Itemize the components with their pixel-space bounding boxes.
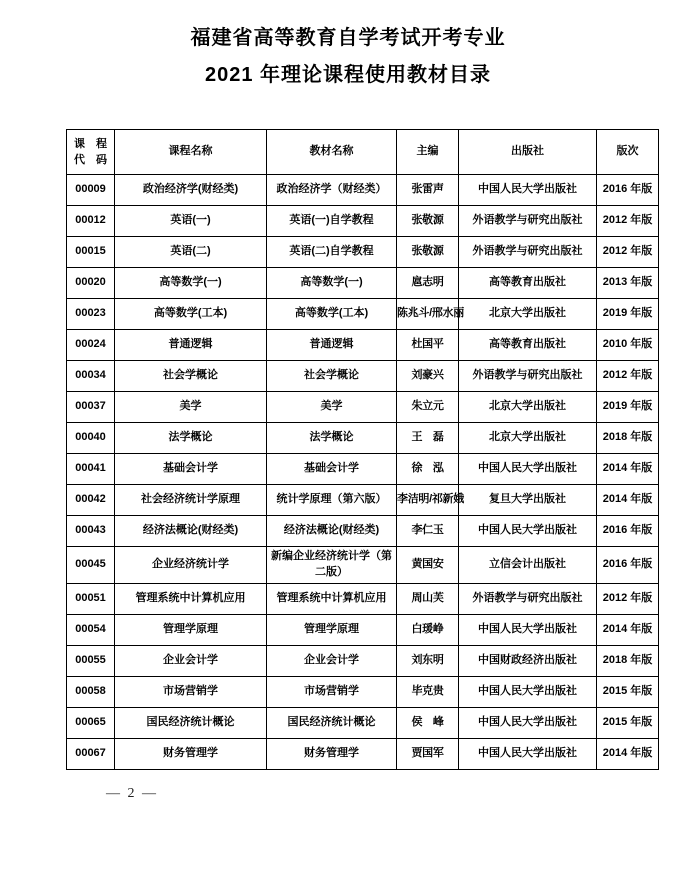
cell-editor: 毕克贵: [397, 676, 459, 707]
header-course-name: 课程名称: [115, 130, 267, 175]
cell-textbook: 财务管理学: [267, 738, 397, 769]
cell-edition: 2013 年版: [597, 268, 659, 299]
cell-edition: 2012 年版: [597, 361, 659, 392]
cell-edition: 2012 年版: [597, 206, 659, 237]
cell-course: 企业经济统计学: [115, 547, 267, 584]
cell-editor: 李仁玉: [397, 516, 459, 547]
cell-edition: 2014 年版: [597, 614, 659, 645]
cell-publisher: 中国人民大学出版社: [459, 454, 597, 485]
header-chief-editor: 主编: [397, 130, 459, 175]
cell-editor: 张敬源: [397, 237, 459, 268]
cell-editor: 黄国安: [397, 547, 459, 584]
table-row: [67, 237, 659, 268]
cell-course: 管理学原理: [115, 614, 267, 645]
cell-code: 00012: [67, 206, 115, 237]
cell-textbook: 高等数学(一): [267, 268, 397, 299]
cell-editor: 刘东明: [397, 645, 459, 676]
table-row: [67, 175, 659, 206]
cell-textbook: 社会学概论: [267, 361, 397, 392]
cell-textbook: 法学概论: [267, 423, 397, 454]
cell-textbook: 英语(二)自学教程: [267, 237, 397, 268]
cell-editor: 贾国军: [397, 738, 459, 769]
cell-publisher: 高等教育出版社: [459, 268, 597, 299]
cell-course: 美学: [115, 392, 267, 423]
cell-code: 00054: [67, 614, 115, 645]
table-row: [67, 454, 659, 485]
header-course-code-line2: 代 码: [74, 154, 107, 166]
cell-code: 00024: [67, 330, 115, 361]
cell-edition: 2012 年版: [597, 583, 659, 614]
cell-textbook: 新编企业经济统计学（第二版）: [267, 547, 397, 584]
cell-textbook: 国民经济统计概论: [267, 707, 397, 738]
cell-code: 00023: [67, 299, 115, 330]
textbook-catalog-table: [66, 129, 659, 770]
cell-textbook: 普通逻辑: [267, 330, 397, 361]
cell-publisher: 外语教学与研究出版社: [459, 361, 597, 392]
table-row: [67, 485, 659, 516]
table-row: [67, 738, 659, 769]
header-course-code-line1: 课 程: [74, 137, 107, 150]
table-header-row: [67, 130, 659, 175]
cell-editor: 周山芙: [397, 583, 459, 614]
header-edition: 版次: [597, 130, 659, 175]
cell-editor: 刘豪兴: [397, 361, 459, 392]
cell-publisher: 高等教育出版社: [459, 330, 597, 361]
cell-edition: 2015 年版: [597, 676, 659, 707]
table-row: [67, 299, 659, 330]
cell-editor: 陈兆斗/邢水丽: [397, 299, 459, 330]
table-row: [67, 206, 659, 237]
cell-publisher: 北京大学出版社: [459, 423, 597, 454]
table-row: [67, 268, 659, 299]
cell-textbook: 管理学原理: [267, 614, 397, 645]
cell-edition: 2019 年版: [597, 392, 659, 423]
cell-edition: 2019 年版: [597, 299, 659, 330]
cell-code: 00051: [67, 583, 115, 614]
cell-publisher: 中国人民大学出版社: [459, 676, 597, 707]
cell-code: 00034: [67, 361, 115, 392]
cell-code: 00009: [67, 175, 115, 206]
cell-publisher: 复旦大学出版社: [459, 485, 597, 516]
cell-editor: 李洁明/祁新娥: [397, 485, 459, 516]
cell-editor: 张敬源: [397, 206, 459, 237]
cell-publisher: 中国人民大学出版社: [459, 175, 597, 206]
cell-publisher: 中国人民大学出版社: [459, 614, 597, 645]
cell-textbook: 统计学原理（第六版）: [267, 485, 397, 516]
cell-code: 00041: [67, 454, 115, 485]
page-title: 福建省高等教育自学考试开考专业: [190, 27, 506, 49]
cell-edition: 2015 年版: [597, 707, 659, 738]
cell-course: 英语(二): [115, 237, 267, 268]
table-row: [67, 676, 659, 707]
cell-editor: 朱立元: [397, 392, 459, 423]
cell-code: 00058: [67, 676, 115, 707]
table-row: [67, 707, 659, 738]
cell-edition: 2010 年版: [597, 330, 659, 361]
cell-code: 00055: [67, 645, 115, 676]
cell-code: 00020: [67, 268, 115, 299]
page-number: — 2 —: [106, 785, 158, 801]
cell-edition: 2016 年版: [597, 175, 659, 206]
cell-course: 高等数学(工本): [115, 299, 267, 330]
cell-course: 财务管理学: [115, 738, 267, 769]
cell-course: 国民经济统计概论: [115, 707, 267, 738]
cell-publisher: 中国财政经济出版社: [459, 645, 597, 676]
cell-edition: 2014 年版: [597, 485, 659, 516]
cell-course: 基础会计学: [115, 454, 267, 485]
cell-course: 法学概论: [115, 423, 267, 454]
cell-code: 00040: [67, 423, 115, 454]
cell-textbook: 高等数学(工本): [267, 299, 397, 330]
cell-publisher: 外语教学与研究出版社: [459, 583, 597, 614]
page-subtitle: 2021 年理论课程使用教材目录: [204, 64, 492, 86]
table-row: [67, 423, 659, 454]
table-row: [67, 645, 659, 676]
cell-course: 高等数学(一): [115, 268, 267, 299]
cell-course: 市场营销学: [115, 676, 267, 707]
cell-code: 00015: [67, 237, 115, 268]
cell-course: 经济法概论(财经类): [115, 516, 267, 547]
header-course-code: [67, 130, 115, 175]
cell-textbook: 管理系统中计算机应用: [267, 583, 397, 614]
cell-edition: 2014 年版: [597, 738, 659, 769]
cell-course: 社会经济统计学原理: [115, 485, 267, 516]
cell-course: 管理系统中计算机应用: [115, 583, 267, 614]
cell-publisher: 北京大学出版社: [459, 392, 597, 423]
cell-editor: 王 磊: [397, 423, 459, 454]
table-row: [67, 614, 659, 645]
header-publisher: 出版社: [459, 130, 597, 175]
cell-publisher: 外语教学与研究出版社: [459, 206, 597, 237]
cell-textbook: 企业会计学: [267, 645, 397, 676]
cell-editor: 徐 泓: [397, 454, 459, 485]
cell-code: 00037: [67, 392, 115, 423]
cell-textbook: 政治经济学（财经类）: [267, 175, 397, 206]
cell-textbook: 英语(一)自学教程: [267, 206, 397, 237]
cell-code: 00067: [67, 738, 115, 769]
cell-publisher: 中国人民大学出版社: [459, 707, 597, 738]
table-row: [67, 583, 659, 614]
cell-edition: 2018 年版: [597, 423, 659, 454]
cell-edition: 2018 年版: [597, 645, 659, 676]
cell-edition: 2012 年版: [597, 237, 659, 268]
table-row: [67, 392, 659, 423]
cell-course: 政治经济学(财经类): [115, 175, 267, 206]
cell-edition: 2016 年版: [597, 516, 659, 547]
cell-editor: 杜国平: [397, 330, 459, 361]
cell-edition: 2016 年版: [597, 547, 659, 584]
cell-publisher: 中国人民大学出版社: [459, 738, 597, 769]
cell-code: 00042: [67, 485, 115, 516]
textbook-table-body: [67, 175, 659, 770]
cell-editor: 扈志明: [397, 268, 459, 299]
cell-code: 00065: [67, 707, 115, 738]
cell-publisher: 外语教学与研究出版社: [459, 237, 597, 268]
cell-publisher: 中国人民大学出版社: [459, 516, 597, 547]
cell-course: 普通逻辑: [115, 330, 267, 361]
cell-publisher: 北京大学出版社: [459, 299, 597, 330]
table-row: [67, 516, 659, 547]
cell-textbook: 经济法概论(财经类): [267, 516, 397, 547]
cell-textbook: 市场营销学: [267, 676, 397, 707]
cell-course: 企业会计学: [115, 645, 267, 676]
cell-publisher: 立信会计出版社: [459, 547, 597, 584]
cell-course: 英语(一): [115, 206, 267, 237]
cell-editor: 侯 峰: [397, 707, 459, 738]
cell-code: 00045: [67, 547, 115, 584]
table-row: [67, 330, 659, 361]
cell-editor: 白瑗峥: [397, 614, 459, 645]
cell-editor: 张雷声: [397, 175, 459, 206]
table-row: [67, 361, 659, 392]
cell-edition: 2014 年版: [597, 454, 659, 485]
cell-textbook: 基础会计学: [267, 454, 397, 485]
header-textbook-name: 教材名称: [267, 130, 397, 175]
table-row: [67, 547, 659, 584]
cell-course: 社会学概论: [115, 361, 267, 392]
cell-code: 00043: [67, 516, 115, 547]
cell-textbook: 美学: [267, 392, 397, 423]
